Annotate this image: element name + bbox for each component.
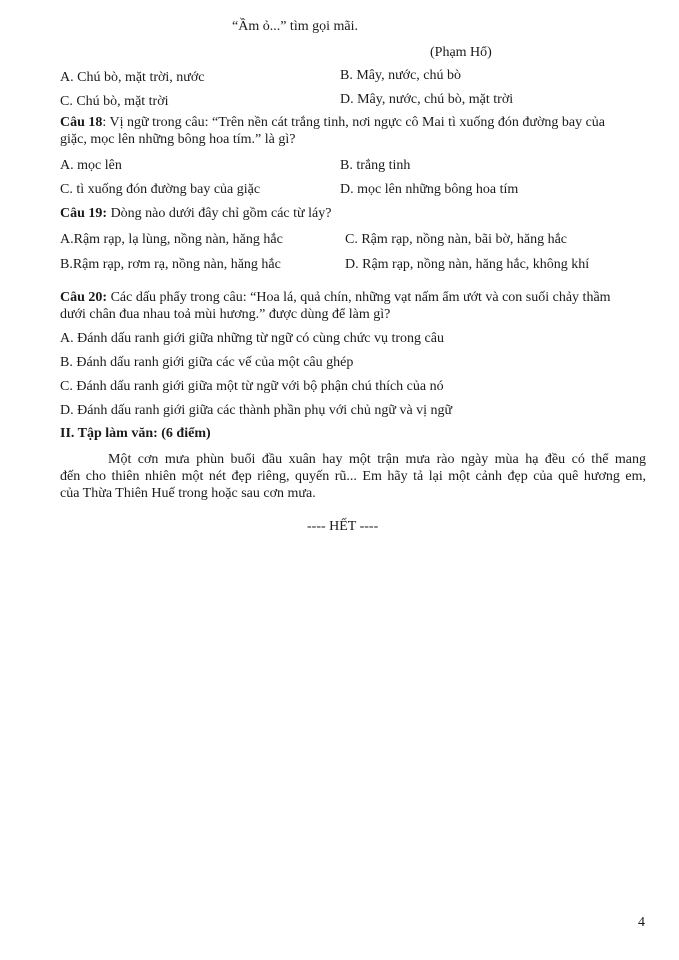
q18-text-line2: giặc, mọc lên những bông hoa tím.” là gì? — [60, 132, 296, 147]
section-2-line1: Một cơn mưa phùn buổi đầu xuân hay một trận mưa rào ngày mùa hạ đều có thể mang — [108, 452, 646, 467]
q18-option-a: A. mọc lên — [60, 158, 122, 173]
q19-option-b: B.Rậm rạp, rơm rạ, nồng nàn, hăng hắc — [60, 257, 281, 272]
poem-last-line: “Ầm ỏ...” tìm gọi mãi. — [232, 19, 358, 34]
q18-option-c: C. tì xuống đón đường bay của giặc — [60, 182, 261, 197]
poem-author: (Phạm Hổ) — [430, 45, 492, 60]
q18-label: Câu 18 — [60, 115, 103, 130]
q20-option-a: A. Đánh dấu ranh giới giữa những từ ngữ có cùng chức vụ trong câu — [60, 331, 444, 346]
q18-text-line1: : Vị ngữ trong câu: “Trên nền cát trắng tinh, nơi ngực cô Mai tì xuống đón đường bay của — [102, 115, 605, 130]
section-2-line2: đến cho thiên nhiên một nét đẹp riêng, quyến rũ... Em hãy tả lại một cảnh đẹp của quê hương em, — [60, 469, 646, 484]
page-number: 4 — [638, 915, 645, 930]
q17-option-c: C. Chú bò, mặt trời — [60, 94, 169, 109]
q20-option-d: D. Đánh dấu ranh giới giữa các thành phần phụ với chủ ngữ và vị ngữ — [60, 403, 453, 418]
q19-text: Dòng nào dưới đây chỉ gồm các từ láy? — [107, 206, 332, 221]
q19-label: Câu 19: — [60, 206, 108, 221]
section-2-heading: II. Tập làm văn: (6 điểm) — [60, 426, 211, 441]
q20-option-c: C. Đánh dấu ranh giới giữa một từ ngữ với bộ phận chú thích của nó — [60, 379, 444, 394]
q20-label: Câu 20: — [60, 290, 108, 305]
q18-option-b: B. trắng tinh — [340, 158, 411, 173]
end-mark: ---- HẾT ---- — [307, 519, 379, 534]
q20-option-b: B. Đánh dấu ranh giới giữa các vế của một câu ghép — [60, 355, 354, 370]
q17-option-a: A. Chú bò, mặt trời, nước — [60, 70, 205, 85]
q20-text-line1: Các dấu phẩy trong câu: “Hoa lá, quả chín, những vạt nấm ẩm ướt và con suối chảy thầm — [107, 290, 611, 305]
q17-option-d: D. Mây, nước, chú bò, mặt trời — [340, 92, 514, 107]
q19-option-c: C. Rậm rạp, nồng nàn, bãi bờ, hăng hắc — [345, 232, 568, 247]
q20-question — [60, 289, 611, 306]
section-2-line3: của Thừa Thiên Huế trong hoặc sau cơn mưa. — [60, 486, 316, 501]
q19-question — [60, 205, 331, 222]
q18-option-d: D. mọc lên những bông hoa tím — [340, 182, 519, 197]
q19-option-a: A.Rậm rạp, lạ lùng, nồng nàn, hăng hắc — [60, 232, 283, 247]
q18-question — [60, 114, 605, 131]
q17-option-b: B. Mây, nước, chú bò — [340, 68, 462, 83]
q19-option-d: D. Rậm rạp, nồng nàn, hăng hắc, không khí — [345, 257, 590, 272]
q20-text-line2: dưới chân đua nhau toả mùi hương.” được dùng để làm gì? — [60, 307, 391, 322]
